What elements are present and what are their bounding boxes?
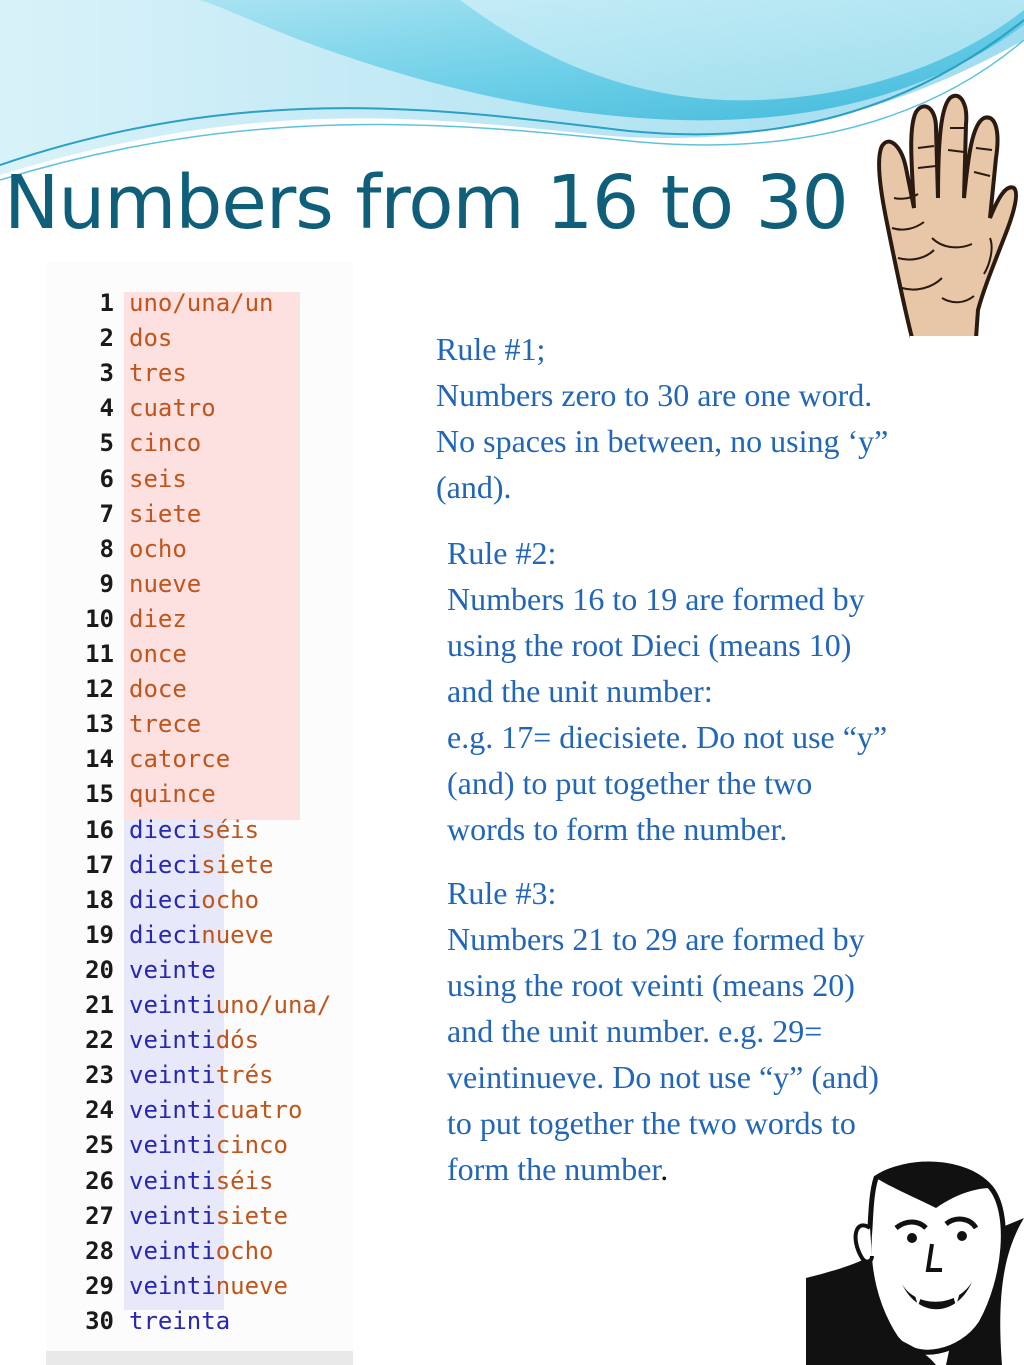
number-row [46, 1164, 353, 1199]
number-digit: 20 [85, 955, 114, 984]
word-unit: dós [215, 1026, 260, 1055]
number-digit: 21 [85, 991, 114, 1019]
word-unit: nueve [201, 920, 274, 949]
word-unit: quince [129, 780, 216, 809]
number-digit: 18 [85, 885, 114, 914]
number-row [46, 918, 353, 953]
number-row [46, 953, 353, 988]
word-root: veinti [129, 991, 216, 1019]
rule-heading: Rule #1; [436, 331, 546, 367]
number-word [129, 462, 187, 497]
rule-line: Numbers 16 to 19 are formed by [447, 581, 865, 617]
word-root: treinta [129, 1306, 231, 1335]
number-word [129, 1058, 274, 1093]
number-word [129, 321, 172, 356]
word-unit: uno/una/ [215, 991, 332, 1019]
number-digit: 7 [99, 499, 114, 528]
number-word [129, 777, 216, 812]
number-word [129, 813, 259, 848]
rule-line: using the root Dieci (means 10) [447, 627, 852, 663]
number-digit: 28 [85, 1236, 114, 1265]
word-unit: séis [215, 1166, 274, 1195]
number-word [129, 1128, 288, 1163]
numbers-table [46, 262, 353, 1365]
number-word [129, 356, 187, 391]
number-word [129, 1023, 259, 1058]
word-root: veinti [129, 1166, 216, 1195]
word-unit: cinco [129, 429, 202, 458]
number-word [129, 707, 201, 742]
number-word [129, 497, 201, 532]
table-scroll-bar [46, 1351, 353, 1365]
rule-line: e.g. 17= diecisiete. Do not use “y” [447, 719, 888, 755]
number-row [46, 848, 353, 883]
word-root: dieci [129, 815, 202, 844]
number-word [129, 426, 201, 461]
rule-line: and the unit number. e.g. 29= [447, 1013, 823, 1049]
number-row [46, 391, 353, 426]
rule-line: words to form the number. [447, 811, 788, 847]
rule-line: (and). [436, 469, 512, 505]
number-digit: 24 [85, 1096, 114, 1125]
word-root: veinti [129, 1271, 216, 1300]
number-row [46, 672, 353, 707]
number-row [46, 1058, 353, 1093]
number-digit: 9 [99, 569, 114, 598]
number-digit: 5 [99, 429, 114, 458]
number-digit: 14 [85, 745, 114, 774]
number-row [46, 883, 353, 918]
word-root: veinti [129, 1096, 216, 1125]
number-row [46, 742, 353, 777]
word-unit: dos [129, 324, 173, 353]
number-digit: 30 [85, 1306, 114, 1335]
number-digit: 26 [85, 1166, 114, 1195]
number-word [129, 1269, 288, 1304]
word-unit: uno/una/un [129, 289, 274, 317]
number-digit: 19 [85, 920, 114, 949]
number-row [46, 1199, 353, 1234]
number-row [46, 426, 353, 461]
rule-line: Numbers zero to 30 are one word. [436, 377, 873, 413]
number-digit: 13 [85, 710, 114, 739]
number-digit: 12 [85, 675, 114, 704]
word-root: veinti [129, 1026, 216, 1055]
word-unit: cinco [215, 1131, 288, 1160]
word-unit: tres [129, 359, 187, 388]
number-digit: 25 [85, 1131, 114, 1160]
rule-1-text [436, 326, 888, 510]
hand-four-fingers-icon [872, 88, 1020, 350]
word-root: veinti [129, 1201, 216, 1230]
rule-line: (and) to put together the two [447, 765, 813, 801]
word-root: dieci [129, 885, 202, 914]
word-unit: once [129, 640, 187, 668]
number-word [129, 1093, 302, 1128]
rule-heading: Rule #3: [447, 875, 557, 911]
number-word [129, 567, 201, 602]
vampire-face-icon [806, 1158, 1024, 1365]
number-row [46, 1023, 353, 1058]
number-row [46, 567, 353, 602]
word-unit: ocho [201, 885, 260, 914]
number-word [129, 391, 216, 426]
number-row [46, 988, 353, 1023]
word-unit: nueve [215, 1271, 288, 1300]
word-unit: cuatro [129, 394, 216, 423]
number-digit: 4 [99, 394, 114, 423]
number-row [46, 1128, 353, 1163]
rule-2-text [447, 530, 887, 852]
rule-line: form the number. [447, 1151, 669, 1187]
number-digit: 16 [85, 815, 114, 844]
word-unit: ocho [215, 1236, 274, 1265]
number-word [129, 918, 274, 953]
number-digit: 15 [85, 780, 114, 809]
number-row [46, 497, 353, 532]
rule-3-text [447, 870, 879, 1192]
number-word [129, 1234, 274, 1269]
number-digit: 1 [99, 289, 114, 317]
rule-line: No spaces in between, no using ‘y” [436, 423, 889, 459]
number-row [46, 813, 353, 848]
number-word [129, 286, 274, 321]
number-row [46, 356, 353, 391]
number-digit: 22 [85, 1026, 114, 1055]
word-unit: siete [129, 499, 202, 528]
number-word [129, 637, 187, 672]
rule-line: Numbers 21 to 29 are formed by [447, 921, 865, 957]
number-row [46, 1234, 353, 1269]
word-unit: cuatro [215, 1096, 303, 1125]
number-row [46, 637, 353, 672]
rule-line: using the root veinti (means 20) [447, 967, 855, 1003]
rule-heading: Rule #2: [447, 535, 557, 571]
word-root: dieci [129, 850, 202, 879]
number-row [46, 1304, 353, 1339]
number-row [46, 462, 353, 497]
word-root: veinti [129, 1236, 216, 1265]
number-row [46, 777, 353, 812]
word-root: veinti [129, 1061, 216, 1090]
number-word [129, 1199, 288, 1234]
number-digit: 2 [99, 324, 114, 353]
word-root: dieci [129, 920, 202, 949]
number-row [46, 286, 353, 321]
rule-line: to put together the two words to [447, 1105, 856, 1141]
number-word [129, 1164, 274, 1199]
number-word [129, 848, 274, 883]
number-digit: 3 [99, 359, 114, 388]
number-word [129, 883, 259, 918]
number-row [46, 532, 353, 567]
number-digit: 11 [85, 640, 114, 668]
number-row [46, 1093, 353, 1128]
word-unit: diez [129, 604, 187, 633]
number-row [46, 321, 353, 356]
rule-line: veintinueve. Do not use “y” (and) [447, 1059, 879, 1095]
word-unit: trés [215, 1061, 274, 1090]
number-word [129, 988, 331, 1023]
rule-line: and the unit number: [447, 673, 713, 709]
rule-end-mark: . [660, 1151, 669, 1187]
page-title: Numbers from 16 to 30 [4, 160, 848, 246]
word-unit: siete [215, 1201, 288, 1230]
number-word [129, 672, 187, 707]
number-word [129, 953, 216, 988]
number-row [46, 1269, 353, 1304]
word-unit: ocho [129, 534, 187, 563]
word-root: veinte [129, 955, 216, 984]
word-unit: siete [201, 850, 274, 879]
number-row [46, 602, 353, 637]
number-word [129, 742, 230, 777]
word-unit: doce [129, 675, 187, 704]
word-unit: seis [129, 464, 187, 493]
number-digit: 8 [99, 534, 114, 563]
word-unit: nueve [129, 569, 202, 598]
number-digit: 17 [85, 850, 114, 879]
number-digit: 23 [85, 1061, 114, 1090]
number-digit: 27 [85, 1201, 114, 1230]
number-digit: 6 [99, 464, 114, 493]
number-row [46, 707, 353, 742]
number-word [129, 1304, 230, 1339]
number-word [129, 532, 187, 567]
number-word [129, 602, 187, 637]
number-digit: 10 [85, 604, 114, 633]
word-root: veinti [129, 1131, 216, 1160]
number-digit: 29 [85, 1271, 114, 1300]
word-unit: catorce [129, 745, 231, 774]
word-unit: séis [201, 815, 260, 844]
word-unit: trece [129, 710, 202, 739]
